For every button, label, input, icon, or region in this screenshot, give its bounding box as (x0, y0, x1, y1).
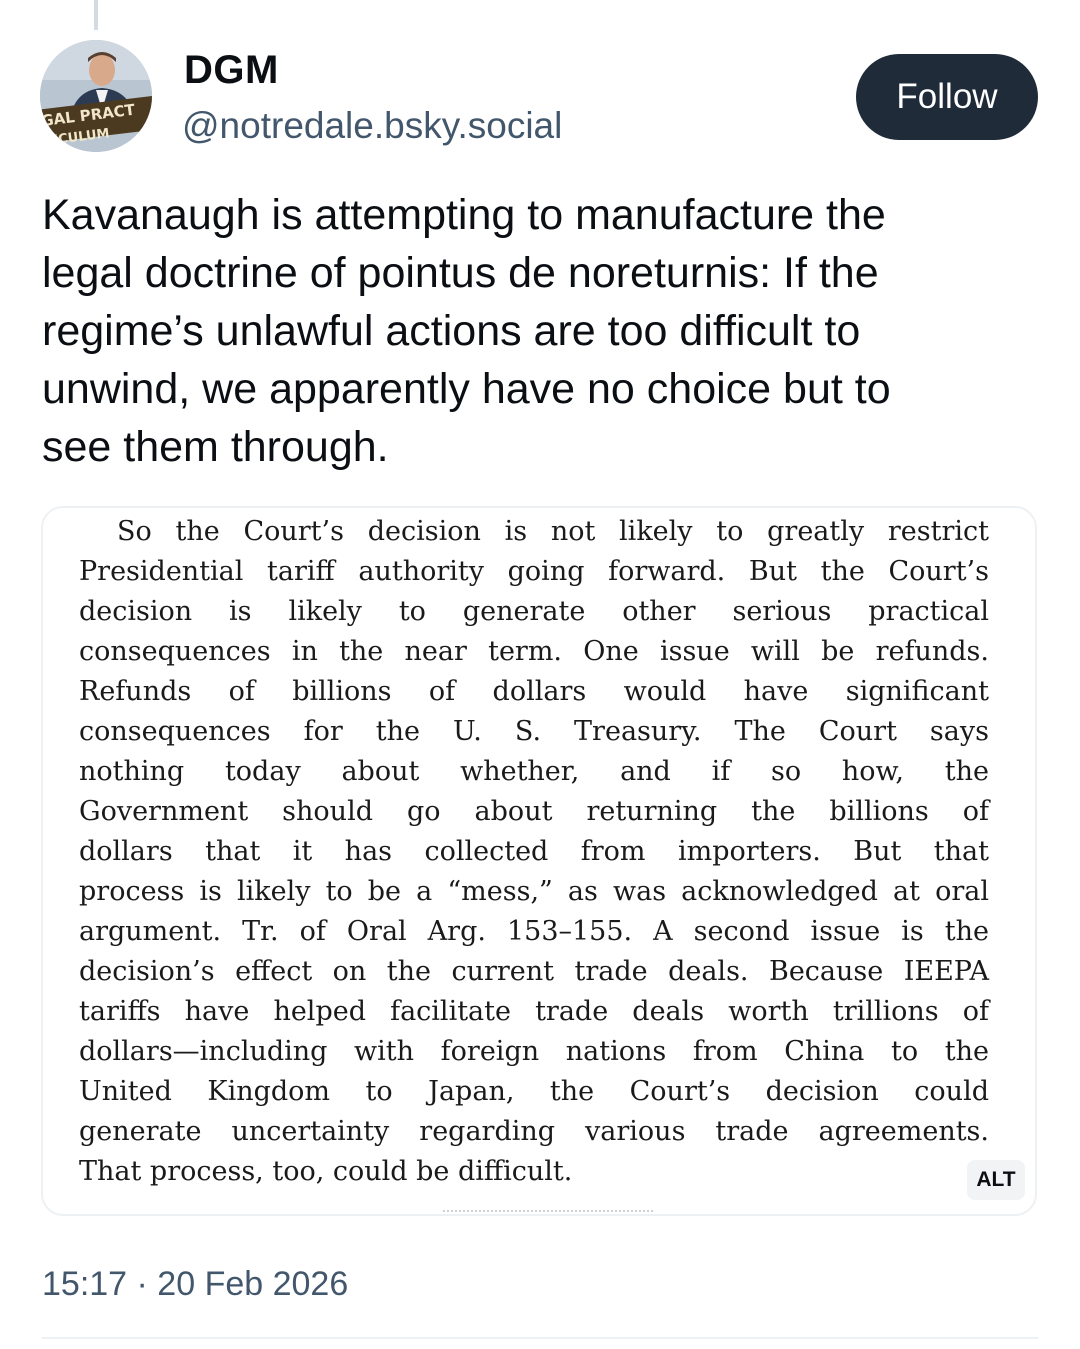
image-text-line: Refunds of billions of dollars would have significant (79, 676, 989, 707)
image-text-line: So the Court’s decision is not likely to greatly restrict (117, 516, 989, 547)
scan-artifact-bottom (443, 1204, 653, 1212)
post-timestamp[interactable]: 15:17 · 20 Feb 2026 (42, 1265, 349, 1303)
image-text-line: argument. Tr. of Oral Arg. 153–155. A second issue is the (79, 916, 989, 947)
divider (42, 1337, 1038, 1339)
alt-text-button[interactable]: ALT (967, 1160, 1025, 1200)
avatar-image (40, 40, 152, 152)
image-text-line: process is likely to be a “mess,” as was acknowledged at oral (79, 876, 989, 907)
image-text-line: consequences for the U. S. Treasury. The Court says (79, 716, 989, 747)
image-text-line: consequences in the near term. One issue will be refunds. (79, 636, 989, 667)
image-document-text (79, 512, 989, 1192)
avatar[interactable] (40, 40, 152, 152)
author-display-name[interactable]: DGM (184, 48, 279, 92)
image-text-line: That process, too, could be difficult. (79, 1156, 573, 1187)
image-text-line: generate uncertainty regarding various trade agreements. (79, 1116, 989, 1147)
image-text-line: decision’s effect on the current trade deals. Because IEEPA (79, 956, 989, 987)
post-image[interactable] (41, 506, 1037, 1216)
image-text-line: tariffs have helped facilitate trade deals worth trillions of (79, 996, 989, 1027)
image-text-line: dollars—including with foreign nations from China to the (79, 1036, 989, 1067)
avatar-banner-text-2: ICULUM (52, 126, 111, 148)
avatar-banner-text-1: GAL PRACT (40, 100, 136, 130)
image-text-line: Government should go about returning the billions of (79, 796, 989, 827)
author-handle[interactable]: @notredale.bsky.social (182, 105, 563, 146)
image-text-line: Presidential tariff authority going forward. But the Court’s (79, 556, 989, 587)
image-text-line: nothing today about whether, and if so how, the (79, 756, 989, 787)
image-text-line: dollars that it has collected from importers. But that (79, 836, 989, 867)
post-text: Kavanaugh is attempting to manufacture the legal doctrine of pointus de noreturnis: If the regime’s unlawful actions are too difficult to unwind, we apparently have no choice but to see them through. (42, 191, 891, 471)
image-text-line: United Kingdom to Japan, the Court’s decision could (79, 1076, 989, 1107)
follow-button[interactable]: Follow (856, 54, 1038, 140)
image-text-line: decision is likely to generate other serious practical (79, 596, 989, 627)
thread-line (94, 0, 98, 30)
